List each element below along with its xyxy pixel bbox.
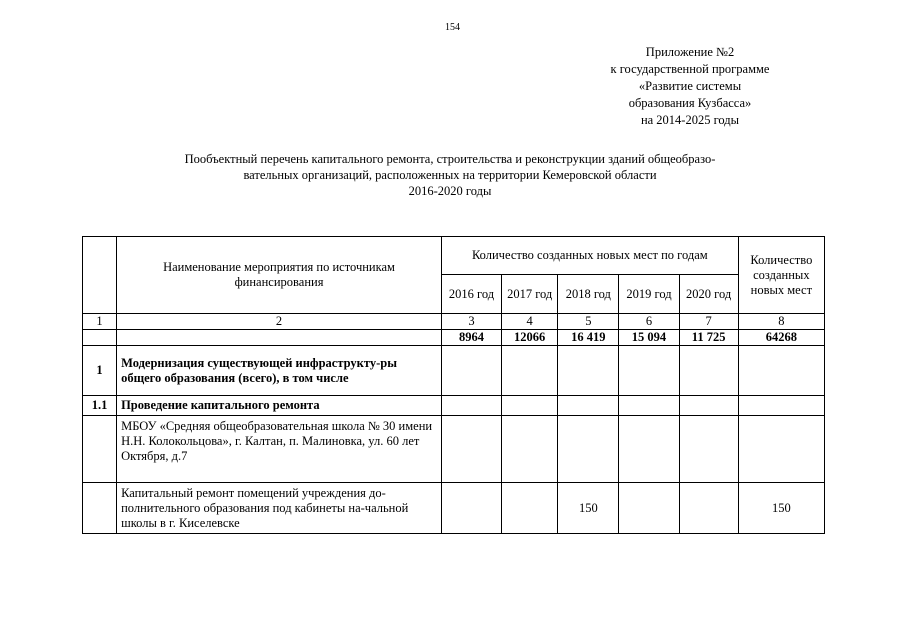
col-number-cell: 6 [619,314,679,330]
row-num-cell: 1.1 [83,396,117,416]
row-num-cell [83,483,117,534]
row-name-cell: Проведение капитального ремонта [117,396,442,416]
header-year-cell: 2016 год [441,275,501,314]
appendix-line: на 2014-2025 годы [640,113,740,127]
header-year-cell: 2017 год [502,275,558,314]
row-value-cell [619,396,679,416]
row-value-cell [502,396,558,416]
col-number-cell: 3 [441,314,501,330]
row-value-cell [441,346,501,396]
col-number-cell: 4 [502,314,558,330]
row-value-cell [558,346,619,396]
table-row [83,346,825,396]
header-year-cell: 2019 год [619,275,679,314]
col-number-cell: 2 [117,314,442,330]
row-value-cell [738,396,824,416]
header-total-places: Количество созданных новых мест [738,237,824,314]
table-row [83,396,825,416]
row-value-cell [441,396,501,416]
row-value-cell [619,346,679,396]
row-value-cell [502,483,558,534]
totals-num-cell [83,330,117,346]
table-row [83,483,825,534]
row-value-cell [738,416,824,483]
row-value-cell [441,416,501,483]
appendix-note [575,44,805,129]
row-num-cell [83,416,117,483]
row-value-cell [679,483,738,534]
header-name-cell: Наименование мероприятия по источникам финансирования [117,237,442,314]
total-value-cell: 11 725 [679,330,738,346]
row-value-cell [679,416,738,483]
appendix-line: «Развитие системы [638,79,742,93]
appendix-line: к государственной программе [610,62,770,76]
header-year-cell: 2018 год [558,275,619,314]
row-value-cell [679,346,738,396]
row-name-cell: Модернизация существующей инфраструкту-ры общего образования (всего), в том числе [117,346,442,396]
row-name-cell: МБОУ «Средняя общеобразовательная школа № 30 имени Н.Н. Колокольцова», г. Калтан, п. Малиновка, ул. 60 лет Октября, д.7 [117,416,442,483]
row-num-cell: 1 [83,346,117,396]
totals-row [83,330,825,346]
header-places-by-year: Количество созданных новых мест по годам [441,237,738,275]
row-value-cell [738,346,824,396]
row-value-cell [441,483,501,534]
row-value-cell [502,416,558,483]
table-row [83,416,825,483]
total-value-cell: 8964 [441,330,501,346]
row-value-cell [679,396,738,416]
row-value-cell [502,346,558,396]
appendix-line: образования Кузбасса» [628,96,752,110]
row-value-cell: 150 [738,483,824,534]
title-line: Пообъектный перечень капитального ремонта, строительства и реконструкции зданий общеобразо- [184,152,716,166]
total-value-cell: 12066 [502,330,558,346]
header-year-cell: 2020 год [679,275,738,314]
title-line: вательных организаций, расположенных на территории Кемеровской области [243,168,657,182]
col-number-cell: 7 [679,314,738,330]
col-number-cell: 5 [558,314,619,330]
appendix-line: Приложение №2 [645,45,735,59]
capital-repair-table [82,236,825,534]
title-line: 2016-2020 годы [408,184,492,198]
row-value-cell [619,483,679,534]
total-value-cell: 15 094 [619,330,679,346]
col-number-cell: 8 [738,314,824,330]
totals-name-cell [117,330,442,346]
header-cell-num [83,237,117,314]
page-number: 154 [445,22,460,33]
row-value-cell [558,396,619,416]
total-value-cell: 64268 [738,330,824,346]
col-number-cell: 1 [83,314,117,330]
row-value-cell: 150 [558,483,619,534]
row-value-cell [558,416,619,483]
total-value-cell: 16 419 [558,330,619,346]
row-value-cell [619,416,679,483]
document-title [120,151,780,199]
row-name-cell: Капитальный ремонт помещений учреждения до-полнительного образования под кабинеты на-чальной школы в г. Киселевске [117,483,442,534]
